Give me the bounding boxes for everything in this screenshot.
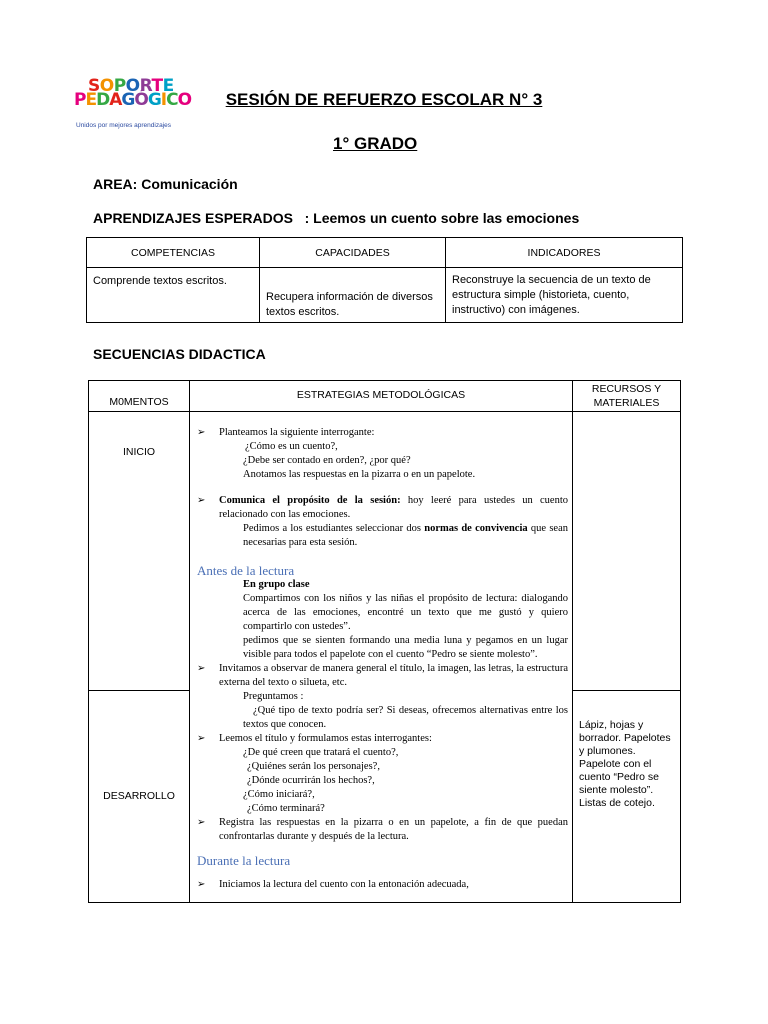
estrategias-cell bbox=[190, 412, 573, 903]
competencias-table bbox=[86, 237, 683, 323]
recursos-desarrollo: Lápiz, hojas y borrador. Papelotes y plumones. Papelote con el cuento “Pedro se siente molesto”. Listas de cotejo. bbox=[573, 691, 681, 903]
desarrollo-q5: ¿Quiénes serán los personajes?, bbox=[247, 761, 380, 772]
header-estrategias: ESTRATEGIAS METODOLÓGICAS bbox=[190, 381, 573, 412]
inicio-bullet-1: ➢ Planteamos la siguiente interrogante: bbox=[190, 426, 572, 440]
inicio-q3: Anotamos las respuestas en la pizarra o en un papelote. bbox=[243, 469, 476, 480]
recursos-inicio-cell bbox=[573, 412, 681, 691]
grupo-clase: En grupo clase bbox=[243, 579, 310, 590]
pedimos-text: pedimos que se sienten formando una media luna y pegamos en un lugar visible para todos el papelote con el cuento “Pedro se siente molesto”. bbox=[243, 635, 568, 660]
logo-line1: SOPORTE bbox=[88, 76, 174, 96]
header-competencias: COMPETENCIAS bbox=[87, 238, 260, 268]
desarrollo-q7: ¿Cómo iniciará?, bbox=[243, 789, 315, 800]
desarrollo-q4: ¿De qué creen que tratará el cuento?, bbox=[243, 747, 399, 758]
preguntamos-text: ¿Qué tipo de texto podría ser? Si deseas, ofrecemos alternativas entre los textos que conocen. bbox=[243, 705, 568, 730]
antes-lectura-heading: Antes de la lectura bbox=[197, 563, 295, 578]
secuencias-table bbox=[88, 380, 681, 903]
area-label: AREA: Comunicación bbox=[93, 176, 238, 192]
momento-desarrollo: DESARROLLO bbox=[89, 691, 190, 903]
cell-competencia: Comprende textos escritos. bbox=[87, 268, 260, 323]
header-recursos: RECURSOS Y MATERIALES bbox=[573, 381, 681, 412]
cell-indicador: Reconstruye la secuencia de un texto de estructura simple (historieta, cuento, instructivo) con imágenes. bbox=[446, 268, 683, 323]
header-indicadores: INDICADORES bbox=[446, 238, 683, 268]
preguntamos-label: Preguntamos : bbox=[243, 691, 304, 702]
header-capacidades: CAPACIDADES bbox=[260, 238, 446, 268]
aprendizajes-label: APRENDIZAJES ESPERADOS : Leemos un cuento sobre las emociones bbox=[93, 210, 580, 226]
desarrollo-q6: ¿Dónde ocurrirán los hechos?, bbox=[247, 775, 375, 786]
secuencias-title: SECUENCIAS DIDACTICA bbox=[93, 346, 266, 362]
durante-lectura-heading: Durante la lectura bbox=[197, 853, 291, 868]
logo-line2: PEDAGÓGICO bbox=[74, 90, 192, 110]
desarrollo-bullet-iniciamos: ➢ Iniciamos la lectura del cuento con la entonación adecuada, bbox=[190, 878, 572, 892]
proposito-bold: Comunica el propósito de la sesión: bbox=[219, 495, 401, 506]
desarrollo-bullet-invitamos: ➢ Invitamos a observar de manera general el título, la imagen, las letras, la estructura externa del texto o silueta, etc. bbox=[190, 662, 572, 690]
desarrollo-bullet-leemos: ➢ Leemos el título y formulamos estas interrogantes: bbox=[190, 732, 572, 746]
desarrollo-bullet-registra: ➢ Registra las respuestas en la pizarra o en un papelote, a fin de que puedan confrontarlas durante y después de la lectura. bbox=[190, 816, 572, 844]
momento-inicio: INICIO bbox=[89, 412, 190, 691]
inicio-bullet-2 bbox=[190, 494, 572, 522]
session-title: SESIÓN DE REFUERZO ESCOLAR N° 3 bbox=[225, 90, 543, 109]
inicio-q2: ¿Debe ser contado en orden?, ¿por qué? bbox=[243, 455, 411, 466]
cell-capacidad: Recupera información de diversos textos escritos. bbox=[260, 268, 446, 323]
desarrollo-q8: ¿Cómo terminará? bbox=[247, 803, 325, 814]
inicio-q1: ¿Cómo es un cuento?, bbox=[245, 441, 338, 452]
inicio-pedimos: Pedimos a los estudiantes seleccionar dos normas de convivencia que sean necesarias para esta sesión. bbox=[243, 523, 569, 548]
logo-tagline: Unidos por mejores aprendizajes bbox=[76, 122, 172, 129]
grade-title: 1° GRADO bbox=[333, 134, 418, 153]
header-momentos: M0MENTOS bbox=[89, 381, 190, 412]
compartimos-text: Compartimos con los niños y las niñas el propósito de lectura: dialogando acerca de las emociones, encontré un texto que me gustó y quiero compartirlo con ustedes”. bbox=[243, 593, 568, 632]
proposito-text: hoy leeré para ustedes un cuento relacionado con las emociones. bbox=[219, 495, 568, 520]
